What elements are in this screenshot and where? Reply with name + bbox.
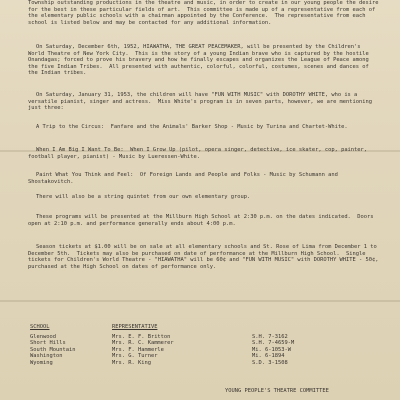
program-part-big: When I Am Big I Want To Be: When I Grow Up (pilot, opera singer, detective, ice skater, cop, painter, football player, pianist) - Music by Lueressen-White. — [28, 147, 371, 160]
table-row — [30, 347, 370, 354]
phone-number: S.D. 3-1508 — [252, 359, 288, 366]
program-part-circus: A Trip to the Circus: Fanfare and the Animals' Barker Shop - Music by Turina and Chartet-White. — [36, 124, 348, 130]
intro-paragraph: Township outstanding productions in the theatre and music, in order to create in our young people the desire for the best in these particular fields of art. This committee is made up of a representative from each of the elementary public schools with a chairman appointed by the Conference. The representative from each school is listed below and may be contacted for any additional information. — [28, 0, 382, 26]
header-school: SCHOOL — [30, 324, 50, 330]
program-part-paint: Paint What You Think and Feel: Of Foreign Lands and People and Folks - Music by Schumann and Shostakovitch. — [28, 172, 342, 185]
representatives-table — [30, 324, 370, 367]
school-name: Wyoming — [30, 359, 53, 366]
paper-fold — [0, 300, 400, 302]
table-row — [30, 360, 370, 367]
committee-signature: YOUNG PEOPLE'S THEATRE COMMITTEE — [225, 388, 329, 394]
representative-name: Mrs. G. Turner — [112, 353, 158, 360]
representative-name: Mrs. R. C. Kammerer — [112, 340, 174, 347]
school-name: Glenwood — [30, 333, 56, 340]
table-row — [30, 353, 370, 360]
fun-with-music-paragraph: On Saturday, January 31, 1953, the children will have "FUN WITH MUSIC" with DOROTHY WHITE, who is a versatile pianist, singer and actress. Miss White's program is in seven parts, however, we are mentioning just three: — [28, 92, 376, 112]
phone-number: Mi. 6-1053-W — [252, 346, 291, 353]
quintet-note: There will also be a string quintet from our own elementary group. — [36, 194, 251, 200]
school-name: Short Hills — [30, 340, 66, 347]
table-row — [30, 334, 370, 341]
phone-number: S.H. 7-3162 — [252, 333, 288, 340]
hiawatha-paragraph: On Saturday, December 6th, 1952, HIAWATHA, THE GREAT PEACEMAKER, will be presented by the Children's World Theatre of New York City. This is the story of a young Indian brave who is captured by the hostile Onandagas; forced to prove his bravery and how he finally escapes and organizes the League of Peace among the five Indian Tribes. All presented with authentic, colorful, colorful, costumes, scenes and dances of the Indian tribes. — [28, 44, 373, 77]
phone-number: Mi. 6-1894 — [252, 353, 285, 360]
school-name: South Mountain — [30, 346, 76, 353]
table-header — [30, 324, 370, 331]
representative-name: Mrs. E. F. Britton — [112, 333, 171, 340]
header-representative: REPRESENTATIVE — [112, 324, 158, 330]
tickets-paragraph: Season tickets at $1.00 will be on sale at all elementary schools and St. Rose of Lima from December 1 to December 5th. Tickets may also be purchased on date of performance at the Millburn High School. Single tickets for Children's World Theatre - "HIAWATHA" will be 60¢ and "FUN WITH MUSIC" with DOROTHY WHITE - 50¢, purchased at the High School on dates of performance only. — [28, 244, 382, 270]
representative-name: Mrs. F. Hammerle — [112, 346, 164, 353]
phone-number: S.H. 7-4659-M — [252, 340, 295, 347]
schedule-paragraph: These programs will be presented at the Millburn High School at 2:30 p.m. on the dates indicated. Doors open at 2:10 p.m. and performance generally ends about 4:00 p.m. — [28, 214, 377, 227]
representative-name: Mrs. R. King — [112, 359, 151, 366]
table-row — [30, 340, 370, 347]
school-name: Washington — [30, 353, 63, 360]
